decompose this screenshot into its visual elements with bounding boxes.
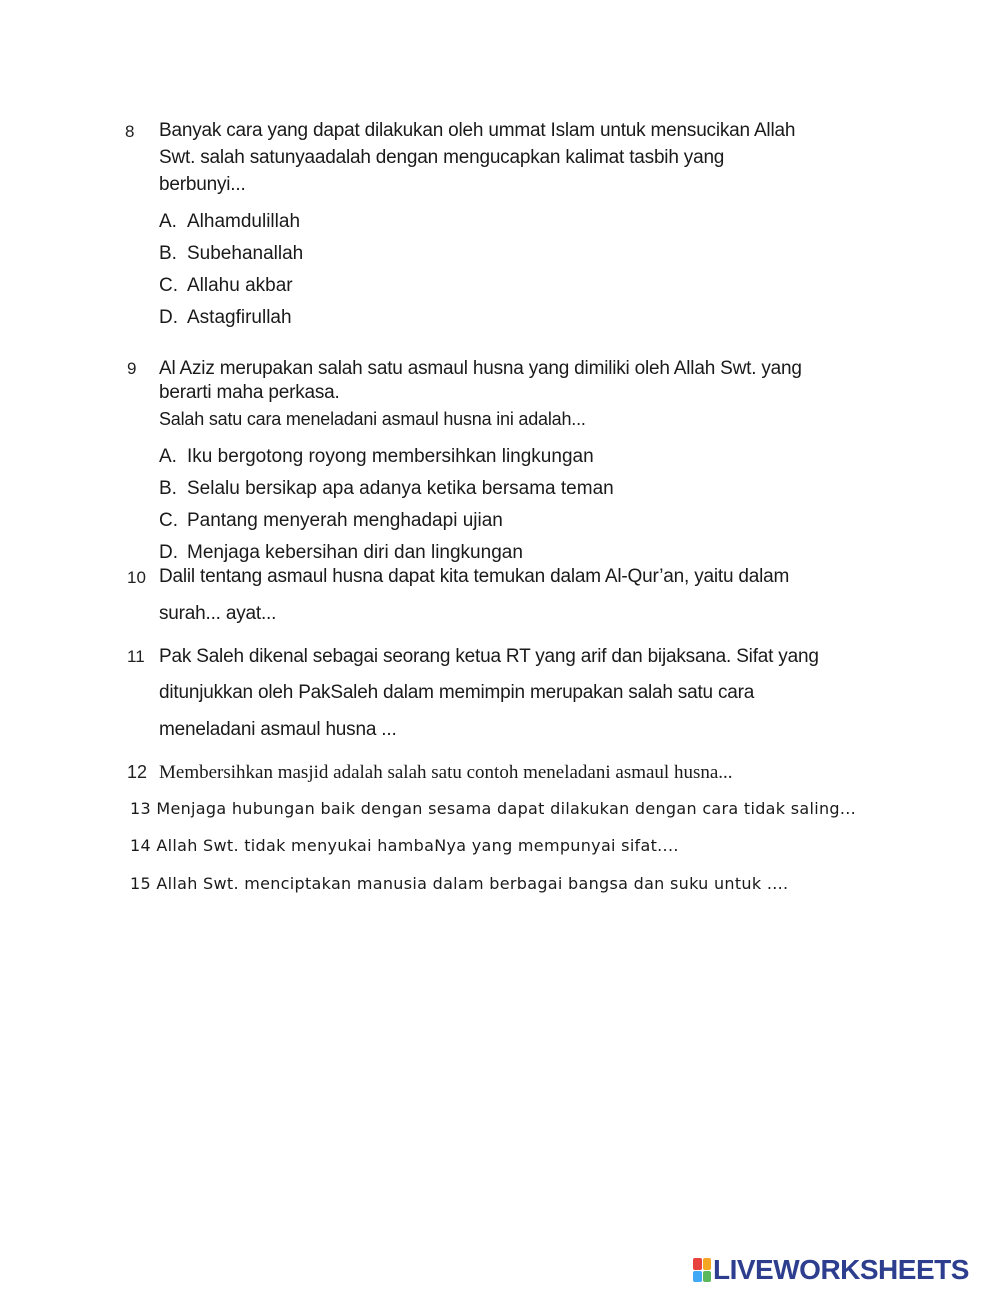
question-15-text: Allah Swt. menciptakan manusia dalam berbagai bangsa dan suku untuk .... [156,874,789,893]
option-text: Alhamdulillah [187,211,301,232]
option-letter: D. [159,307,178,328]
question-10-text-line1: Dalil tentang asmaul husna dapat kita temukan dalam Al-Qur’an, yaitu dalam [159,566,790,587]
question-14 [130,836,679,855]
question-11-text-line1: Pak Saleh dikenal sebagai seorang ketua RT yang arif dan bijaksana. Sifat yang [159,646,819,667]
liveworksheets-logo-text: LIVEWORKSHEETS [713,1254,969,1285]
question-11-number: 11 [127,647,145,666]
question-9-option-d[interactable] [159,542,523,564]
option-text: Allahu akbar [187,275,293,296]
question-13 [130,799,856,818]
question-15-number: 15 [130,874,151,893]
question-8-number: 8 [125,122,135,141]
question-8-option-c[interactable] [159,275,293,297]
option-letter: A. [159,446,177,467]
question-10-text-line2: surah... ayat... [159,603,277,624]
option-letter: B. [159,478,177,499]
question-14-number: 14 [130,836,151,855]
question-11-text-line2: ditunjukkan oleh PakSaleh dalam memimpin merupakan salah satu cara [159,682,755,703]
option-letter: C. [159,275,178,296]
liveworksheets-logo [693,1255,969,1285]
option-text: Iku bergotong royong membersihkan lingkungan [187,446,594,467]
option-letter: A. [159,211,177,232]
option-letter: C. [159,510,178,531]
question-13-text: Menjaga hubungan baik dengan sesama dapat dilakukan dengan cara tidak saling... [156,799,857,818]
option-text: Subehanallah [187,243,304,264]
question-9-option-c[interactable] [159,510,503,532]
option-letter: B. [159,243,177,264]
question-9-text-line2: berarti maha perkasa. [159,382,340,403]
question-13-number: 13 [130,799,151,818]
question-14-text: Allah Swt. tidak menyukai hambaNya yang mempunyai sifat.... [156,836,679,855]
question-12-text: Membersihkan masjid adalah salah satu contoh meneladani asmaul husna... [159,762,733,783]
question-9-option-b[interactable] [159,478,614,500]
question-8-option-a[interactable] [159,211,300,233]
question-8-option-b[interactable] [159,243,303,265]
question-8-text-line3: berbunyi... [159,174,246,195]
option-text: Pantang menyerah menghadapi ujian [187,510,503,531]
question-8-text-line1: Banyak cara yang dapat dilakukan oleh ummat Islam untuk mensucikan Allah [159,120,796,141]
question-12-number: 12 [127,762,148,782]
option-text: Menjaga kebersihan diri dan lingkungan [187,542,523,563]
option-letter: D. [159,542,178,563]
question-11-text-line3: meneladani asmaul husna ... [159,719,397,740]
liveworksheets-logo-icon [693,1258,711,1282]
question-15 [130,874,788,893]
question-9-option-a[interactable] [159,446,594,468]
option-text: Astagfirullah [187,307,292,328]
option-text: Selalu bersikap apa adanya ketika bersama teman [187,478,614,499]
question-8-text-line2: Swt. salah satunyaadalah dengan mengucapkan kalimat tasbih yang [159,147,725,168]
question-9-number: 9 [127,359,137,378]
question-10-number: 10 [127,568,146,587]
question-8-option-d[interactable] [159,307,292,329]
question-9-text-line3: Salah satu cara meneladani asmaul husna ini adalah... [159,409,586,429]
question-9-text-line1: Al Aziz merupakan salah satu asmaul husna yang dimiliki oleh Allah Swt. yang [159,358,802,379]
